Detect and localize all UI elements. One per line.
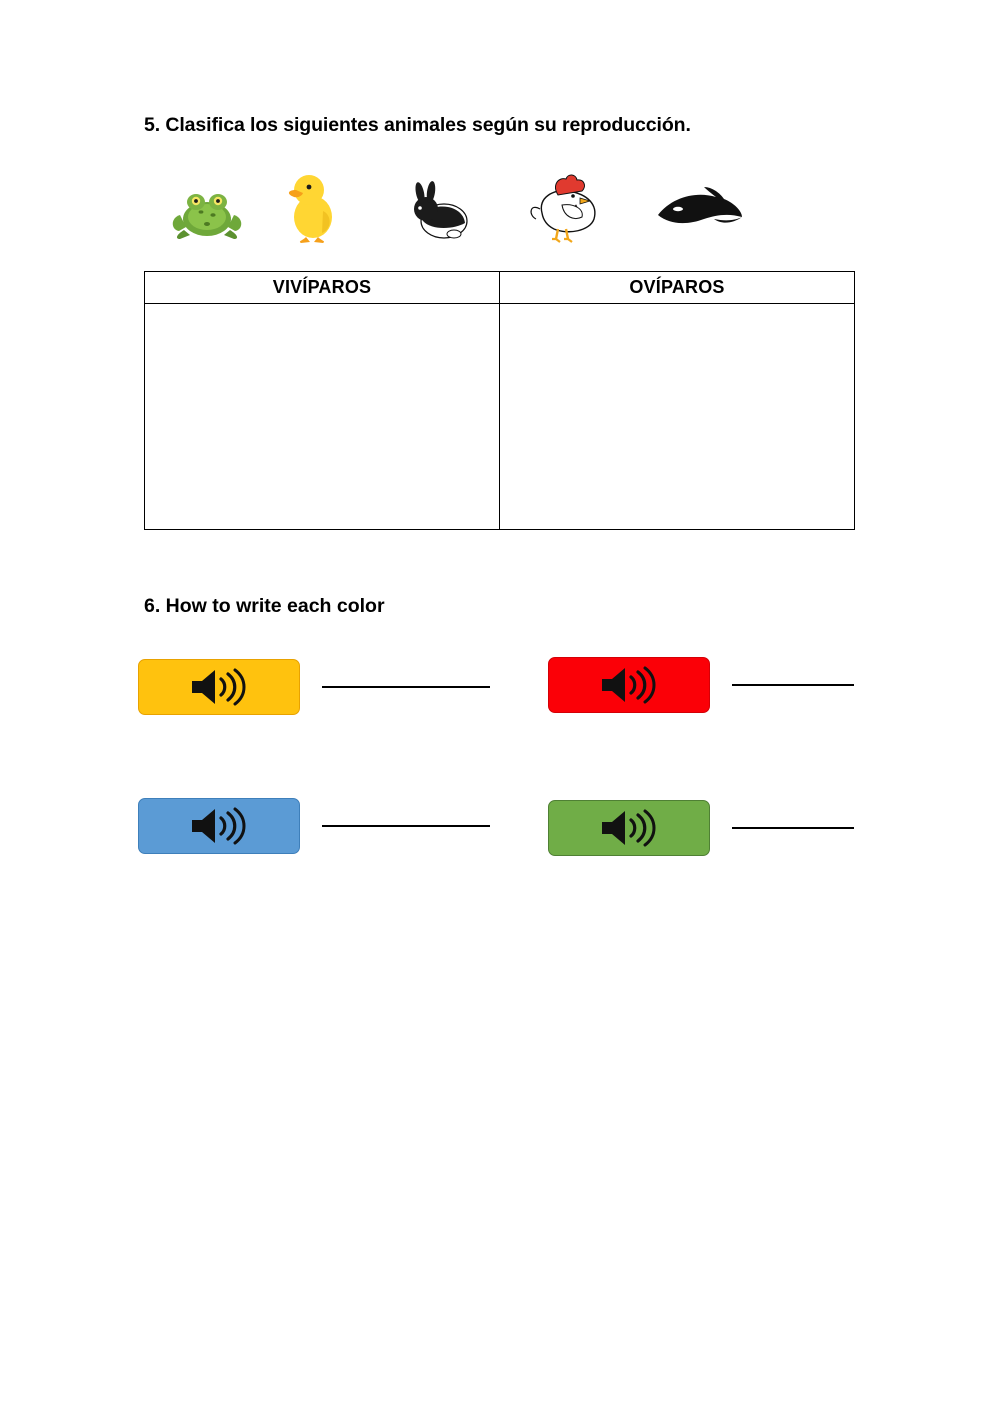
answer-line-yellow[interactable] [322,686,490,688]
frog-icon [168,185,246,241]
orca-icon [654,185,744,233]
column-header-viviparos: VIVÍPAROS [145,272,500,303]
audio-button-blue[interactable] [138,798,300,854]
audio-button-green[interactable] [548,800,710,856]
answer-line-red[interactable] [732,684,854,686]
audio-button-yellow[interactable] [138,659,300,715]
speaker-icon [188,667,250,707]
audio-item-red [548,657,854,713]
speaker-icon [188,806,250,846]
table-header-row [145,272,854,304]
answer-line-blue[interactable] [322,825,490,827]
rabbit-icon [410,179,472,241]
speaker-icon [598,808,660,848]
answer-line-green[interactable] [732,827,854,829]
animal-image-strip [160,165,760,245]
audio-button-red[interactable] [548,657,710,713]
audio-item-yellow [138,659,490,715]
table-row [145,304,854,530]
classification-table [144,271,855,530]
answer-cell-viviparos[interactable] [145,304,500,530]
column-header-oviparos: OVÍPAROS [629,277,725,297]
duckling-icon [282,171,342,243]
exercise-5-title: 5. Clasifica los siguientes animales según su reproducción. [144,114,691,136]
answer-cell-oviparos[interactable] [500,304,854,530]
hen-icon [522,169,608,245]
exercise-6-title: 6. How to write each color [144,595,385,617]
audio-item-green [548,800,854,856]
speaker-icon [598,665,660,705]
audio-item-blue [138,798,490,854]
